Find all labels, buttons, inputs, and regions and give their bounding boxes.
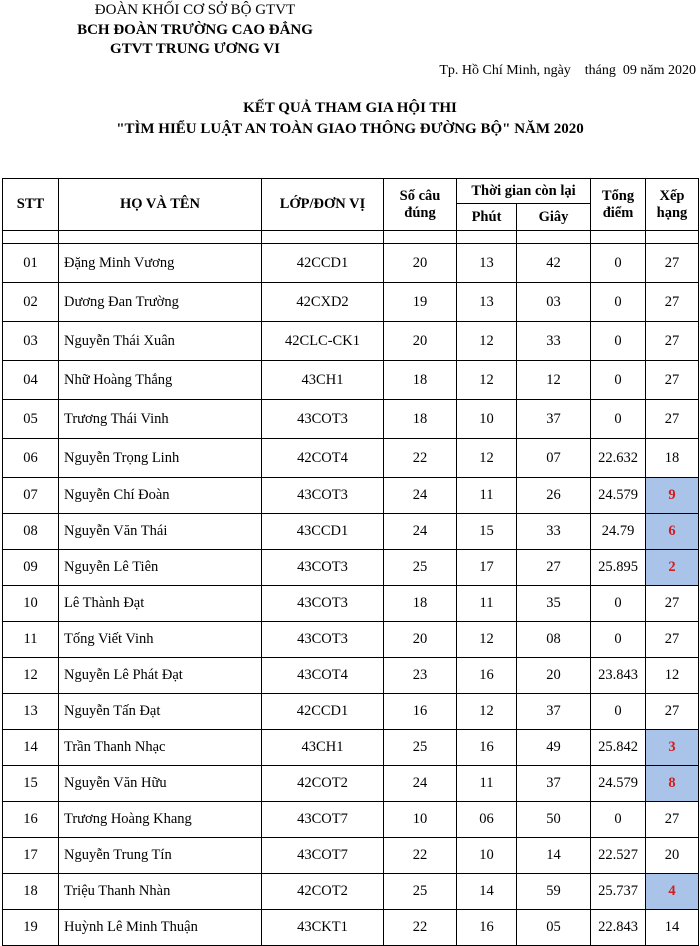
cell-correct: 20 [384, 322, 457, 361]
cell-name: Nguyễn Trọng Linh [59, 439, 262, 478]
col-header-total-line1: Tổng [601, 187, 635, 204]
cell-correct: 22 [384, 838, 457, 874]
col-header-rank-line2: hạng [656, 204, 688, 221]
cell-name: Nguyễn Trung Tín [59, 838, 262, 874]
cell-stt: 12 [3, 658, 59, 694]
col-header-correct-line2: đúng [404, 204, 436, 221]
table-row [3, 910, 699, 946]
cell-minutes: 16 [457, 658, 517, 694]
cell-class: 43COT7 [262, 802, 384, 838]
org-line-2: BCH ĐOÀN TRƯỜNG CAO ĐẲNG [77, 22, 313, 38]
cell-class: 43COT3 [262, 478, 384, 514]
cell-total: 0 [591, 802, 646, 838]
table-row [3, 244, 699, 283]
cell-minutes: 16 [457, 910, 517, 946]
cell-rank: 27 [646, 802, 699, 838]
cell-seconds: 20 [517, 658, 591, 694]
cell-stt: 01 [3, 244, 59, 283]
cell-stt: 15 [3, 766, 59, 802]
col-header-minutes: Phút [457, 204, 517, 231]
cell-total: 0 [591, 622, 646, 658]
cell-rank: 8 [646, 766, 699, 802]
cell-class: 43CCD1 [262, 514, 384, 550]
cell-stt: 04 [3, 361, 59, 400]
document-subtitle: "TÌM HIỂU LUẬT AN TOÀN GIAO THÔNG ĐƯỜNG BỘ" NĂM 2020 [116, 121, 584, 137]
cell-class: 43COT4 [262, 658, 384, 694]
cell-seconds: 37 [517, 400, 591, 439]
cell-rank: 27 [646, 622, 699, 658]
table-row [3, 400, 699, 439]
cell-correct: 18 [384, 361, 457, 400]
cell-seconds: 05 [517, 910, 591, 946]
cell-correct: 18 [384, 400, 457, 439]
cell-correct: 22 [384, 910, 457, 946]
cell-total: 0 [591, 322, 646, 361]
cell-correct: 24 [384, 766, 457, 802]
cell-class: 43CKT1 [262, 910, 384, 946]
cell-correct: 24 [384, 514, 457, 550]
cell-minutes: 11 [457, 766, 517, 802]
cell-correct: 16 [384, 694, 457, 730]
cell-seconds: 35 [517, 586, 591, 622]
cell-stt: 09 [3, 550, 59, 586]
cell-rank: 12 [646, 658, 699, 694]
cell-name: Lê Thành Đạt [59, 586, 262, 622]
cell-class: 43COT3 [262, 550, 384, 586]
cell-stt: 13 [3, 694, 59, 730]
cell-total: 22.527 [591, 838, 646, 874]
cell-correct: 25 [384, 730, 457, 766]
cell-name: Tống Viết Vinh [59, 622, 262, 658]
cell-name: Nguyễn Văn Thái [59, 514, 262, 550]
cell-total: 24.579 [591, 478, 646, 514]
col-header-stt: STT [3, 179, 59, 231]
cell-class: 42CLC-CK1 [262, 322, 384, 361]
cell-correct: 10 [384, 802, 457, 838]
cell-minutes: 15 [457, 514, 517, 550]
cell-rank: 2 [646, 550, 699, 586]
cell-rank: 4 [646, 874, 699, 910]
cell-name: Dương Đan Trường [59, 283, 262, 322]
cell-class: 42COT2 [262, 766, 384, 802]
cell-correct: 23 [384, 658, 457, 694]
cell-total: 0 [591, 400, 646, 439]
cell-minutes: 12 [457, 694, 517, 730]
cell-class: 42CXD2 [262, 283, 384, 322]
table-row [3, 550, 699, 586]
cell-minutes: 16 [457, 730, 517, 766]
cell-class: 43CH1 [262, 730, 384, 766]
cell-rank: 27 [646, 586, 699, 622]
cell-stt: 10 [3, 586, 59, 622]
cell-name: Nguyễn Lê Tiên [59, 550, 262, 586]
table-row [3, 514, 699, 550]
cell-name: Trương Thái Vinh [59, 400, 262, 439]
cell-rank: 27 [646, 283, 699, 322]
cell-class: 43COT3 [262, 586, 384, 622]
cell-rank: 27 [646, 400, 699, 439]
cell-seconds: 50 [517, 802, 591, 838]
cell-stt: 16 [3, 802, 59, 838]
cell-stt: 14 [3, 730, 59, 766]
cell-seconds: 33 [517, 322, 591, 361]
cell-total: 23.843 [591, 658, 646, 694]
table-row [3, 730, 699, 766]
cell-total: 24.79 [591, 514, 646, 550]
cell-correct: 20 [384, 244, 457, 283]
cell-correct: 18 [384, 586, 457, 622]
col-header-name: HỌ VÀ TÊN [59, 179, 262, 231]
cell-minutes: 13 [457, 283, 517, 322]
cell-correct: 24 [384, 478, 457, 514]
cell-rank: 27 [646, 694, 699, 730]
document-title: KẾT QUẢ THAM GIA HỘI THI [243, 100, 457, 116]
table-row [3, 658, 699, 694]
cell-minutes: 11 [457, 586, 517, 622]
col-header-time-left: Thời gian còn lại [457, 179, 591, 204]
table-row [3, 439, 699, 478]
cell-stt: 02 [3, 283, 59, 322]
cell-minutes: 17 [457, 550, 517, 586]
cell-total: 0 [591, 283, 646, 322]
col-header-rank [646, 179, 699, 231]
cell-rank: 18 [646, 439, 699, 478]
col-header-seconds: Giây [517, 204, 591, 231]
cell-rank: 27 [646, 244, 699, 283]
col-header-total [591, 179, 646, 231]
cell-stt: 06 [3, 439, 59, 478]
col-header-rank-line1: Xếp [659, 187, 685, 204]
results-table [2, 178, 699, 946]
cell-seconds: 37 [517, 694, 591, 730]
spacer-row [3, 231, 699, 244]
table-row [3, 478, 699, 514]
cell-name: Nguyễn Văn Hữu [59, 766, 262, 802]
cell-minutes: 06 [457, 802, 517, 838]
cell-name: Nguyễn Thái Xuân [59, 322, 262, 361]
cell-class: 43COT7 [262, 838, 384, 874]
cell-rank: 27 [646, 322, 699, 361]
cell-class: 42COT2 [262, 874, 384, 910]
cell-name: Nguyễn Chí Đoàn [59, 478, 262, 514]
table-row [3, 802, 699, 838]
col-header-class: LỚP/ĐƠN VỊ [262, 179, 384, 231]
col-header-correct [384, 179, 457, 231]
cell-minutes: 10 [457, 400, 517, 439]
cell-total: 0 [591, 694, 646, 730]
cell-correct: 20 [384, 622, 457, 658]
cell-total: 0 [591, 361, 646, 400]
cell-name: Triệu Thanh Nhàn [59, 874, 262, 910]
cell-minutes: 10 [457, 838, 517, 874]
cell-seconds: 49 [517, 730, 591, 766]
cell-name: Trương Hoàng Khang [59, 802, 262, 838]
cell-minutes: 12 [457, 322, 517, 361]
cell-minutes: 12 [457, 361, 517, 400]
cell-seconds: 26 [517, 478, 591, 514]
cell-correct: 19 [384, 283, 457, 322]
cell-rank: 20 [646, 838, 699, 874]
cell-seconds: 27 [517, 550, 591, 586]
table-row [3, 586, 699, 622]
cell-seconds: 42 [517, 244, 591, 283]
cell-minutes: 12 [457, 439, 517, 478]
cell-seconds: 14 [517, 838, 591, 874]
cell-total: 25.895 [591, 550, 646, 586]
org-line-1: ĐOÀN KHỐI CƠ SỞ BỘ GTVT [94, 2, 296, 18]
cell-minutes: 14 [457, 874, 517, 910]
cell-stt: 17 [3, 838, 59, 874]
cell-seconds: 07 [517, 439, 591, 478]
org-line-3: GTVT TRUNG ƯƠNG VI [110, 41, 280, 57]
cell-class: 43COT3 [262, 400, 384, 439]
cell-correct: 25 [384, 874, 457, 910]
table-row [3, 766, 699, 802]
cell-name: Trần Thanh Nhạc [59, 730, 262, 766]
cell-class: 42CCD1 [262, 694, 384, 730]
cell-class: 42COT4 [262, 439, 384, 478]
cell-name: Đặng Minh Vương [59, 244, 262, 283]
col-header-correct-line1: Số câu [399, 187, 441, 204]
table-row [3, 361, 699, 400]
cell-stt: 19 [3, 910, 59, 946]
cell-seconds: 59 [517, 874, 591, 910]
cell-total: 22.843 [591, 910, 646, 946]
table-row [3, 838, 699, 874]
cell-total: 24.579 [591, 766, 646, 802]
table-row [3, 874, 699, 910]
cell-stt: 03 [3, 322, 59, 361]
cell-stt: 18 [3, 874, 59, 910]
cell-stt: 07 [3, 478, 59, 514]
cell-correct: 22 [384, 439, 457, 478]
cell-name: Nguyễn Lê Phát Đạt [59, 658, 262, 694]
cell-name: Huỳnh Lê Minh Thuận [59, 910, 262, 946]
cell-seconds: 37 [517, 766, 591, 802]
cell-rank: 6 [646, 514, 699, 550]
cell-rank: 3 [646, 730, 699, 766]
cell-minutes: 13 [457, 244, 517, 283]
col-header-total-line2: điểm [602, 204, 634, 221]
cell-total: 22.632 [591, 439, 646, 478]
cell-class: 42CCD1 [262, 244, 384, 283]
cell-class: 43CH1 [262, 361, 384, 400]
cell-stt: 08 [3, 514, 59, 550]
cell-seconds: 03 [517, 283, 591, 322]
cell-minutes: 11 [457, 478, 517, 514]
cell-class: 43COT3 [262, 622, 384, 658]
cell-rank: 9 [646, 478, 699, 514]
cell-rank: 14 [646, 910, 699, 946]
cell-stt: 05 [3, 400, 59, 439]
table-row [3, 694, 699, 730]
cell-total: 0 [591, 586, 646, 622]
cell-total: 0 [591, 244, 646, 283]
cell-rank: 27 [646, 361, 699, 400]
table-row [3, 622, 699, 658]
cell-seconds: 12 [517, 361, 591, 400]
cell-seconds: 08 [517, 622, 591, 658]
date-line: Tp. Hồ Chí Minh, ngày tháng 09 năm 2020 [439, 63, 696, 78]
cell-minutes: 12 [457, 622, 517, 658]
cell-stt: 11 [3, 622, 59, 658]
table-row [3, 283, 699, 322]
cell-name: Nguyễn Tấn Đạt [59, 694, 262, 730]
table-row [3, 322, 699, 361]
cell-total: 25.737 [591, 874, 646, 910]
cell-correct: 25 [384, 550, 457, 586]
cell-total: 25.842 [591, 730, 646, 766]
cell-seconds: 33 [517, 514, 591, 550]
cell-name: Nhữ Hoàng Thắng [59, 361, 262, 400]
